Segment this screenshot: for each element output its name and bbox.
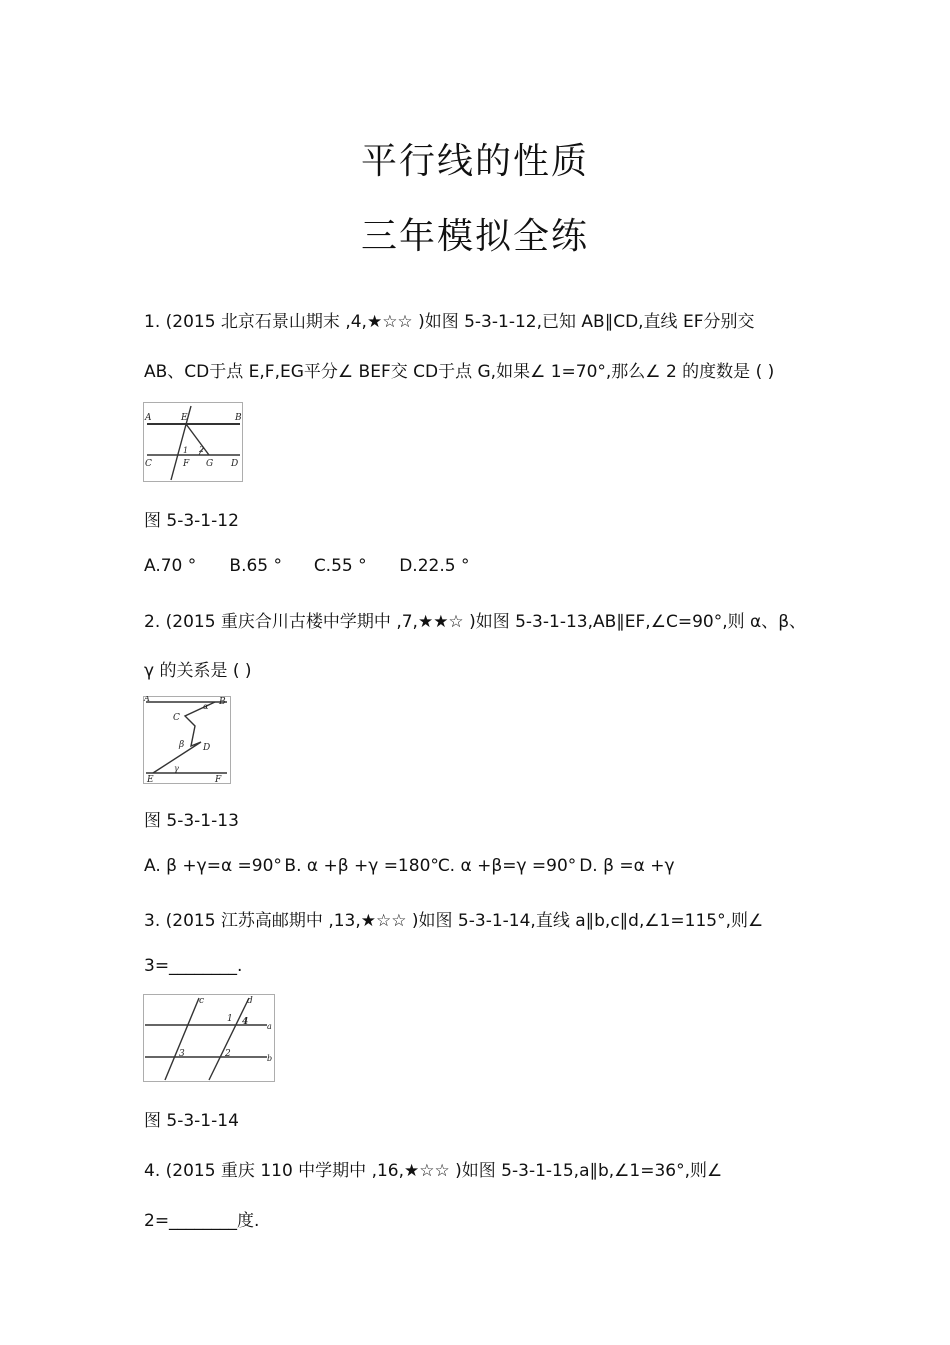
angle-beta-label: β <box>179 740 185 750</box>
question-1-line-2: AB、CD于点 E,F,EG平分∠ BEF交 CD于点 G,如果∠ 1=70°,那么∠ 2 的度数是 ( ) <box>144 362 775 382</box>
angle-1-label: 1 <box>183 446 189 455</box>
option-b: B.65 ° <box>229 556 283 576</box>
option-d: D. β =α +γ <box>579 856 675 876</box>
line-c-label: c <box>199 996 205 1006</box>
figure-caption-12: 图 5-3-1-12 <box>144 511 239 531</box>
angle-gamma-label: γ <box>174 764 179 773</box>
point-c-label: C <box>173 713 180 723</box>
line-d <box>209 998 249 1080</box>
angle-1-label: 1 <box>227 1014 233 1024</box>
point-a-label: A <box>144 696 150 703</box>
option-c: C. α +β=γ =90° <box>437 856 577 876</box>
point-c-label: C <box>145 459 152 469</box>
line-eg <box>186 424 209 455</box>
option-a: A.70 ° <box>144 556 197 576</box>
question-2-line-1: 2. (2015 重庆合川古楼中学期中 ,7,★★☆ )如图 5-3-1-13,AB∥EF,∠C=90°,则 α、β、 <box>144 612 807 632</box>
point-g-label: G <box>206 459 214 469</box>
point-e-label: E <box>181 413 188 423</box>
option-a: A. β +γ=α =90° <box>144 856 282 876</box>
zigzag-path <box>153 702 215 773</box>
question-4-line-2: 2=________度. <box>144 1211 260 1231</box>
figure-caption-13: 图 5-3-1-13 <box>144 811 239 831</box>
question-1-options <box>144 556 469 576</box>
page-title: 平行线的性质 <box>360 141 589 182</box>
line-c <box>165 998 199 1080</box>
angle-3-label: 3 <box>179 1049 185 1059</box>
figure-caption-14: 图 5-3-1-14 <box>144 1111 239 1131</box>
point-b-label: B <box>219 697 226 707</box>
page-subtitle: 三年模拟全练 <box>360 216 589 257</box>
question-2-options <box>144 856 675 876</box>
question-3-line-2: 3=________. <box>144 956 243 976</box>
angle-2-label: 2 <box>199 445 205 454</box>
option-b: B. α +β +γ =180° <box>284 856 439 876</box>
figure-5-3-1-12 <box>143 402 243 482</box>
point-b-label: B <box>235 413 242 423</box>
figure-5-3-1-14 <box>143 994 275 1082</box>
point-f-label: F <box>183 459 190 469</box>
angle-alpha-label: α <box>203 702 209 711</box>
line-b-label: b <box>267 1054 273 1063</box>
question-2-line-2: γ 的关系是 ( ) <box>144 661 252 681</box>
option-d: D.22.5 ° <box>399 556 470 576</box>
option-c: C.55 ° <box>313 556 367 576</box>
point-a-label: A <box>145 413 152 423</box>
question-3-line-1: 3. (2015 江苏高邮期中 ,13,★☆☆ )如图 5-3-1-14,直线 a∥b,c∥d,∠1=115°,则∠ <box>144 911 764 931</box>
question-4-line-1: 4. (2015 重庆 110 中学期中 ,16,★☆☆ )如图 5-3-1-15,a∥b,∠1=36°,则∠ <box>144 1161 723 1181</box>
point-f-label: F <box>215 775 222 784</box>
line-d-label: d <box>247 996 253 1006</box>
line-a-label: a <box>267 1022 272 1031</box>
figure-5-3-1-13 <box>143 696 231 784</box>
point-d-label: D <box>203 743 211 753</box>
angle-4-label: 4 <box>242 1017 249 1027</box>
point-e-label: E <box>147 775 154 784</box>
angle-2-label: 2 <box>225 1049 231 1059</box>
question-1-line-1: 1. (2015 北京石景山期末 ,4,★☆☆ )如图 5-3-1-12,已知 AB∥CD,直线 EF分别交 <box>144 312 755 332</box>
point-d-label: D <box>231 459 239 469</box>
